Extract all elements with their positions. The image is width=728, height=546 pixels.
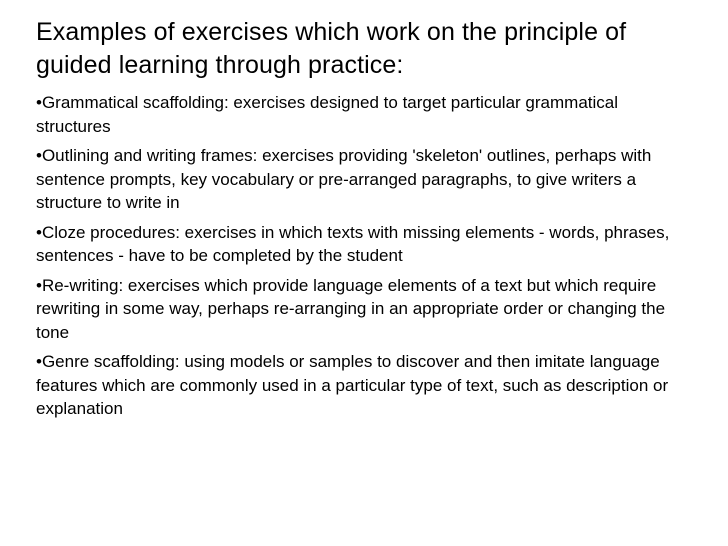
bullet-genre-scaffolding: •Genre scaffolding: using models or samples to discover and then imitate language features which are commonly used in a particular type of text, such as description or explanation (36, 352, 669, 418)
bullet-grammatical-scaffolding: •Grammatical scaffolding: exercises designed to target particular grammatical structures (36, 93, 619, 136)
bullet-cloze-procedures: •Cloze procedures: exercises in which texts with missing elements - words, phrases, sentences - have to be completed by the student (36, 222, 670, 265)
bullet-outlining-writing-frames: •Outlining and writing frames: exercises providing 'skeleton' outlines, perhaps with sentence prompts, key vocabulary or pre-arranged paragraphs, to give writers a structure to write in (36, 146, 652, 212)
bullet-re-writing: •Re-writing: exercises which provide language elements of a text but which require rewriting in some way, perhaps re-arranging in an appropriate order or changing the tone (36, 275, 666, 342)
slide (36, 16, 696, 427)
bullet-list (36, 91, 696, 421)
slide-title: Examples of exercises which work on the principle of guided learning through practice: (36, 18, 627, 79)
